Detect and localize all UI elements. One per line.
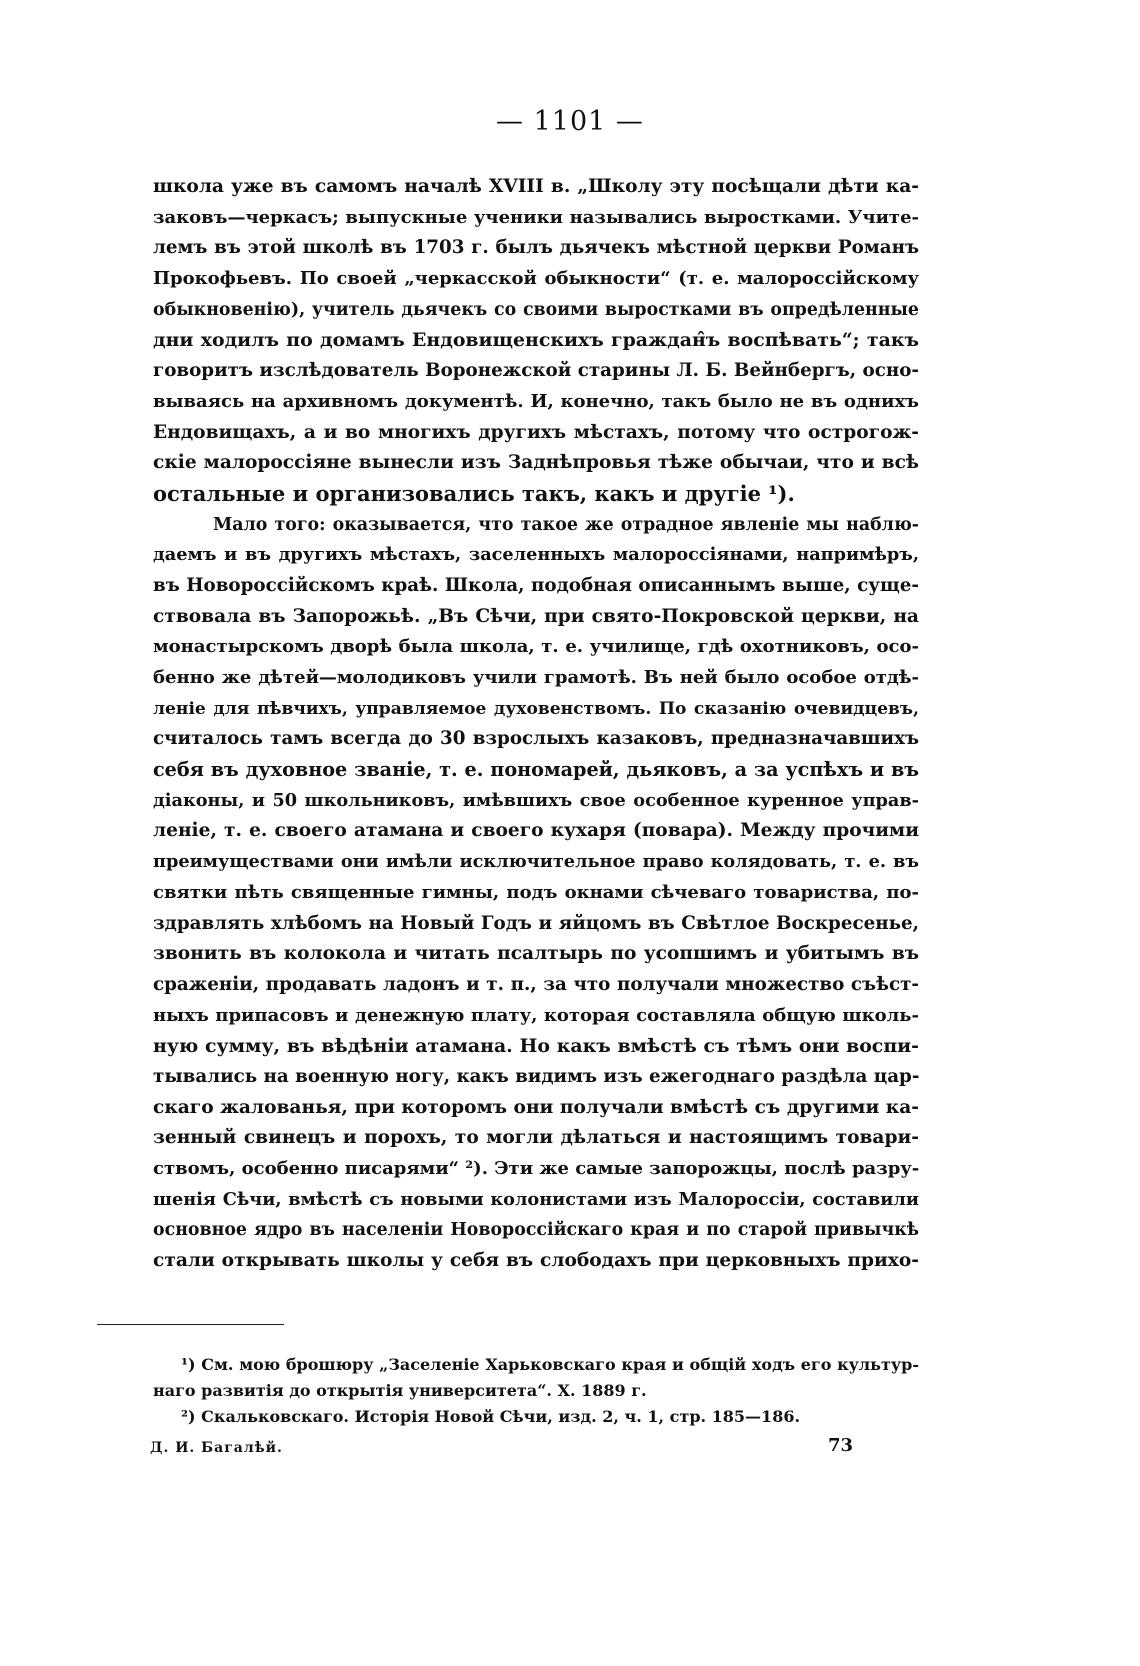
text-line: основное ядро въ населеніи Новороссійскаго края и по старой привычкѣ — [153, 1220, 919, 1241]
text-line: обыкновенію), учитель дьячекъ со своими выростками въ опредѣленные — [153, 299, 919, 320]
text-line: ныхъ припасовъ и денежную плату, которая составляла общую школь- — [153, 1004, 919, 1026]
text-line: остальные и организовались такъ, какъ и другіе ¹). — [153, 480, 795, 506]
text-line: леніе, т. е. своего атамана и своего кухаря (повара). Между прочими — [153, 820, 919, 842]
footnote-line: наго развитія до открытія университета“. X. 1889 г. — [153, 1381, 647, 1400]
text-line: бенно же дѣтей—молодиковъ учили грамотѣ. Въ ней было особое отдѣ- — [153, 667, 919, 688]
text-line: школа уже въ самомъ началѣ XVIII в. „Школу эту посѣщали дѣти ка- — [153, 176, 919, 197]
text-line: скіе малороссіяне вынесли изъ Заднѣпровья тѣже обычаи, что и всѣ — [153, 452, 919, 474]
footnote-divider — [97, 1324, 284, 1325]
page-number: — 1101 — — [496, 106, 644, 137]
body-text — [153, 172, 919, 1277]
text-line: заковъ—черкасъ; выпускные ученики назывались выростками. Учите- — [153, 206, 919, 228]
text-line: стали открывать школы у себя въ слободахъ при церковныхъ прихо- — [153, 1250, 919, 1272]
text-line: звонить въ колокола и читать псалтырь по усопшимъ и убитымъ въ — [153, 943, 919, 965]
text-line: шенія Сѣчи, вмѣстѣ съ новыми колонистами изъ Малороссіи, составили — [153, 1188, 919, 1210]
text-line: ствовала въ Запорожьѣ. „Въ Сѣчи, при свято-Покровской церкви, на — [153, 605, 919, 627]
text-line: здравлять хлѣбомъ на Новый Годъ и яйцомъ въ Свѣтлое Воскресенье, — [153, 912, 919, 934]
footnote — [153, 1352, 919, 1404]
text-line: преимуществами они имѣли исключительное право колядовать, т. е. въ — [153, 851, 919, 873]
text-line: леніе для пѣвчихъ, управляемое духовенствомъ. По сказанію очевидцевъ, — [153, 698, 919, 719]
text-line: зенный свинецъ и порохъ, то могли дѣлаться и настоящимъ товари- — [153, 1127, 919, 1149]
text-line: въ Новороссійскомъ краѣ. Школа, подобная описаннымъ выше, суще- — [153, 574, 919, 596]
text-line: скаго жалованья, при которомъ они получали вмѣстѣ съ другими ка- — [153, 1096, 919, 1118]
text-line: Мало того: оказывается, что такое же отрадное явленіе мы наблю- — [213, 514, 919, 535]
sheet-number: 73 — [828, 1435, 854, 1456]
text-line: считалось тамъ всегда до 30 взрослыхъ казаковъ, предназначавшихъ — [153, 728, 919, 750]
text-line: Ендовищахъ, а и во многихъ другихъ мѣстахъ, потому что острогож- — [153, 421, 919, 443]
text-line: лемъ въ этой школѣ въ 1703 г. былъ дьячекъ мѣстной церкви Романъ — [153, 237, 919, 259]
text-line: тывались на военную ногу, какъ видимъ изъ ежегоднаго раздѣла цар- — [153, 1065, 919, 1087]
footnote — [153, 1404, 919, 1430]
footnotes — [153, 1352, 919, 1430]
footnote-line: ¹) См. мою брошюру „Заселеніе Харьковскаго края и общій ходъ его культур- — [181, 1355, 919, 1374]
paragraph — [153, 510, 919, 1277]
text-line: діаконы, и 50 школьниковъ, имѣвшихъ свое особенное куренное управ- — [153, 789, 919, 811]
paragraph — [153, 172, 919, 510]
footnote-line: ²) Скальковскаго. Исторія Новой Сѣчи, изд. 2, ч. 1, стр. 185—186. — [181, 1407, 801, 1426]
text-line: вываясь на архивномъ документѣ. И, конечно, такъ было не въ однихъ — [153, 390, 919, 412]
text-line: монастырскомъ дворѣ была школа, т. е. училище, гдѣ охотниковъ, осо- — [153, 636, 919, 658]
text-line: говоритъ изслѣдователь Воронежской старины Л. Б. Вейнбергъ, осно- — [153, 360, 919, 382]
text-line: святки пѣть священные гимны, подъ окнами сѣчеваго товариства, по- — [153, 881, 919, 903]
text-line: ную сумму, въ вѣдѣніи атамана. Но какъ вмѣстѣ съ тѣмъ они воспи- — [153, 1035, 919, 1058]
text-line: даемъ и въ другихъ мѣстахъ, заселенныхъ малороссіянами, напримѣръ, — [153, 544, 919, 566]
signature-mark: Д. И. Багалѣй. — [150, 1440, 283, 1456]
text-line: Прокофьевъ. По своей „черкасской обыкности“ (т. е. малороссійскому — [153, 268, 919, 290]
text-line: себя въ духовное званіе, т. е. пономарей, дьяковъ, а за успѣхъ и въ — [153, 758, 919, 782]
text-line: сраженіи, продавать ладонъ и т. п., за что получали множество съѣст- — [153, 973, 919, 995]
text-line: дни ходилъ по домамъ Ендовищенскихъ граждан̂ъ воспѣвать“; такъ — [153, 329, 919, 352]
text-line: ствомъ, особенно писарями“ ²). Эти же самые запорожцы, послѣ разру- — [153, 1158, 919, 1179]
